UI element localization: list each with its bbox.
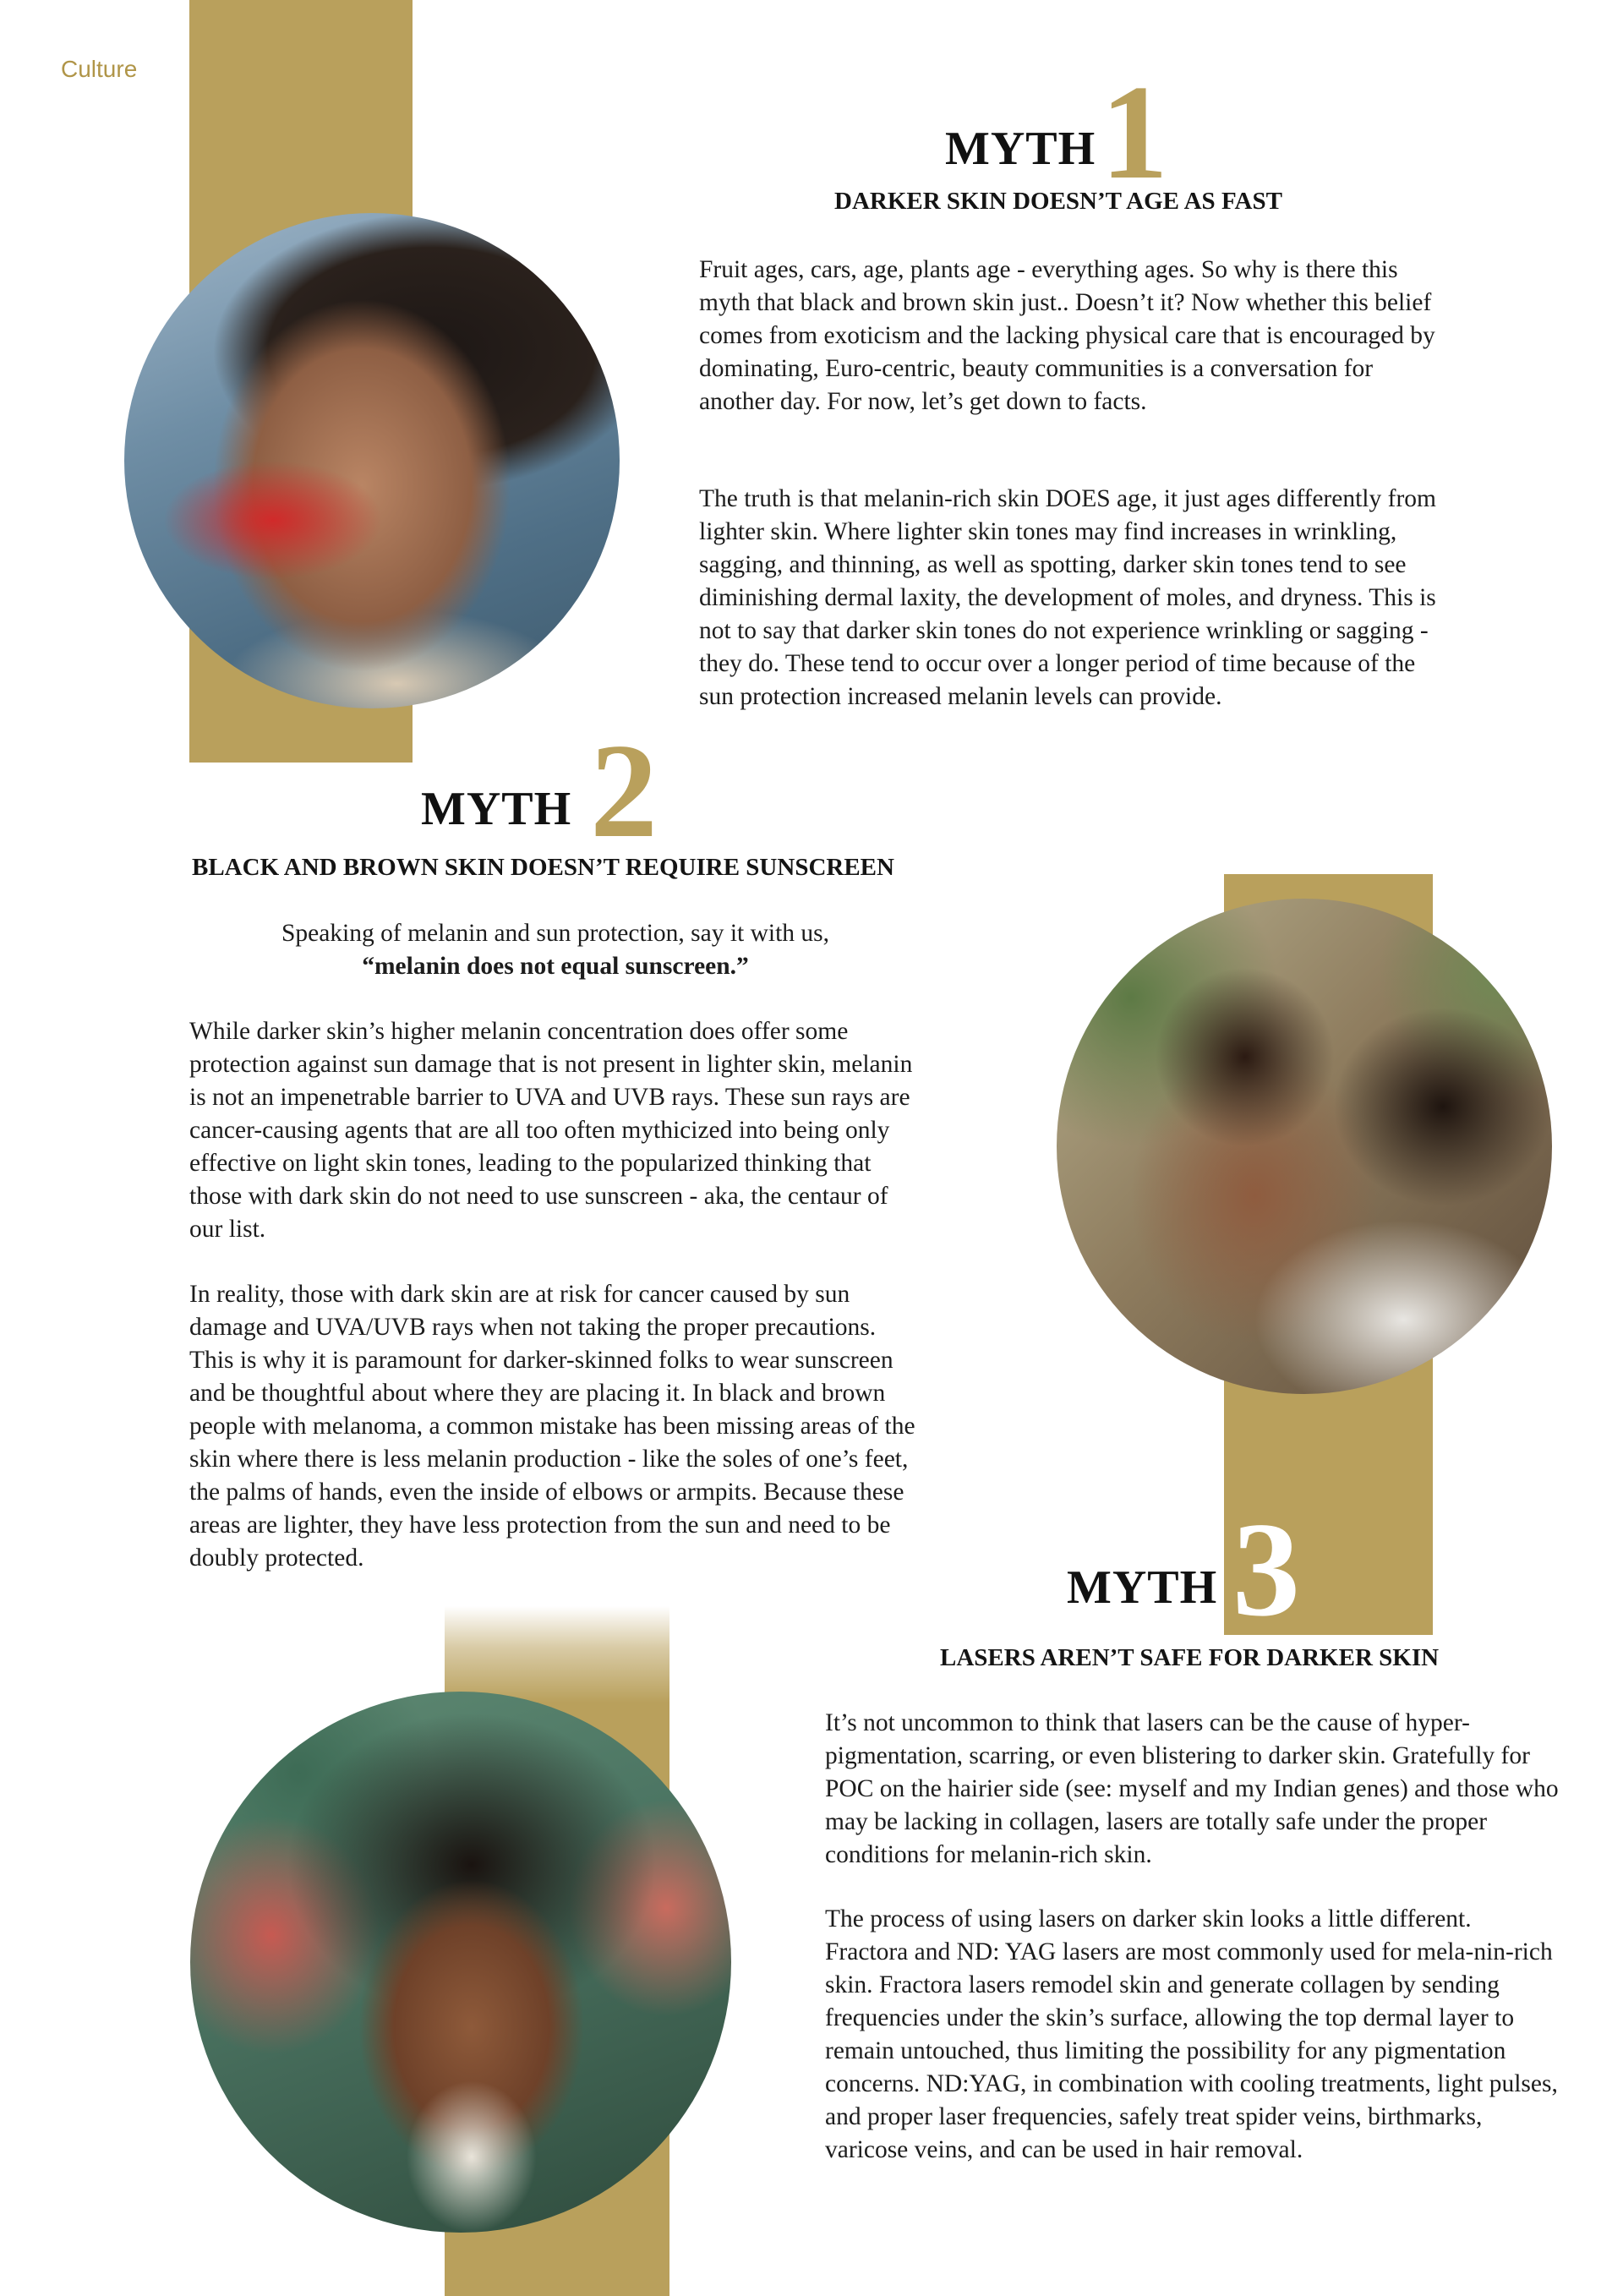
myth-3-word: MYTH <box>1067 1561 1218 1614</box>
myth-1-word: MYTH <box>945 123 1096 175</box>
myth-2-paragraph-2: In reality, those with dark skin are at risk for cancer caused by sun damage and UVA/UVB rays when not taking the proper precautions. This is why it is paramount for darker-skinned folks to wear sunscreen and be thoughtful about where they are placing it. In black and brown people with melanoma, a common mistake has been missing areas of the skin where there is less melanin production - like the soles of one’s feet, the palms of hands, even the inside of elbows or armpits. Because these areas are lighter, they have less protection from the sun and need to be doubly protected. <box>189 1281 915 1572</box>
myth-1-number: 1 <box>1101 57 1168 207</box>
section-label: Culture <box>61 56 138 82</box>
myth-3-number: 3 <box>1232 1494 1300 1644</box>
portrait-photo-3 <box>190 1692 731 2233</box>
myth-2-quote: “melanin does not equal sunscreen.” <box>362 953 749 980</box>
myth-3-paragraph-2: The process of using lasers on darker skin looks a little different. Fractora and ND: YAG lasers are most commonly used for mela-nin-rich skin. Fractora lasers remodel skin and generate collagen by sending frequencies under the skin’s surface, allowing the top dermal layer to remain untouched, thus limiting the possibility for any pigmentation concerns. ND:YAG, in combination with cooling treatments, light pulses, and proper laser frequencies, safely treat spider veins, birthmarks, varicose veins, and can be used in hair removal. <box>825 1905 1558 2163</box>
myth-2-word: MYTH <box>421 783 572 835</box>
myth-2-paragraph-1: While darker skin’s higher melanin concentration does offer some protection against sun damage that is not present in lighter skin, melanin is not an impenetrable barrier to UVA and UVB rays. These sun rays are cancer-causing agents that are all too often mythicized into being only effective on light skin tones, leading to the popularized thinking that those with dark skin do not need to use sunscreen - aka, the centaur of our list. <box>189 1018 913 1243</box>
friends-photo-2 <box>1057 899 1552 1394</box>
myth-2-intro: Speaking of melanin and sun protection, say it with us, <box>281 920 830 947</box>
myth-2-number: 2 <box>590 715 658 866</box>
myth-1-paragraph-1: Fruit ages, cars, age, plants age - everything ages. So why is there this myth that black and brown skin just.. Doesn’t it? Now whether this belief comes from exoticism and the lacking physical care that is encouraged by dominating, Euro-centric, beauty communities is a conversation for another day. For now, let’s get down to facts. <box>699 256 1435 415</box>
portrait-photo-1 <box>124 213 620 708</box>
myth-1-paragraph-2: The truth is that melanin-rich skin DOES age, it just ages differently from lighter skin. Where lighter skin tones may find increases in wrinkling, sagging, and thinning, as well as spotting, darker skin tones tend to see diminishing dermal laxity, the development of moles, and dryness. This is not to say that darker skin tones do not experience wrinkling or sagging - they do. These tend to occur over a longer period of time because of the sun protection increased melanin levels can provide. <box>699 485 1436 710</box>
myth-2-headline: BLACK AND BROWN SKIN DOESN’T REQUIRE SUNSCREEN <box>192 854 894 881</box>
myth-3-headline: LASERS AREN’T SAFE FOR DARKER SKIN <box>940 1644 1440 1671</box>
myth-3-paragraph-1: It’s not uncommon to think that lasers can be the cause of hyper-pigmentation, scarring, or even blistering to darker skin. Gratefully for POC on the hairier side (see: myself and my Indian genes) and those who may be lacking in collagen, lasers are totally safe under the proper conditions for melanin-rich skin. <box>825 1709 1559 1868</box>
myth-1-headline: DARKER SKIN DOESN’T AGE AS FAST <box>834 188 1282 215</box>
